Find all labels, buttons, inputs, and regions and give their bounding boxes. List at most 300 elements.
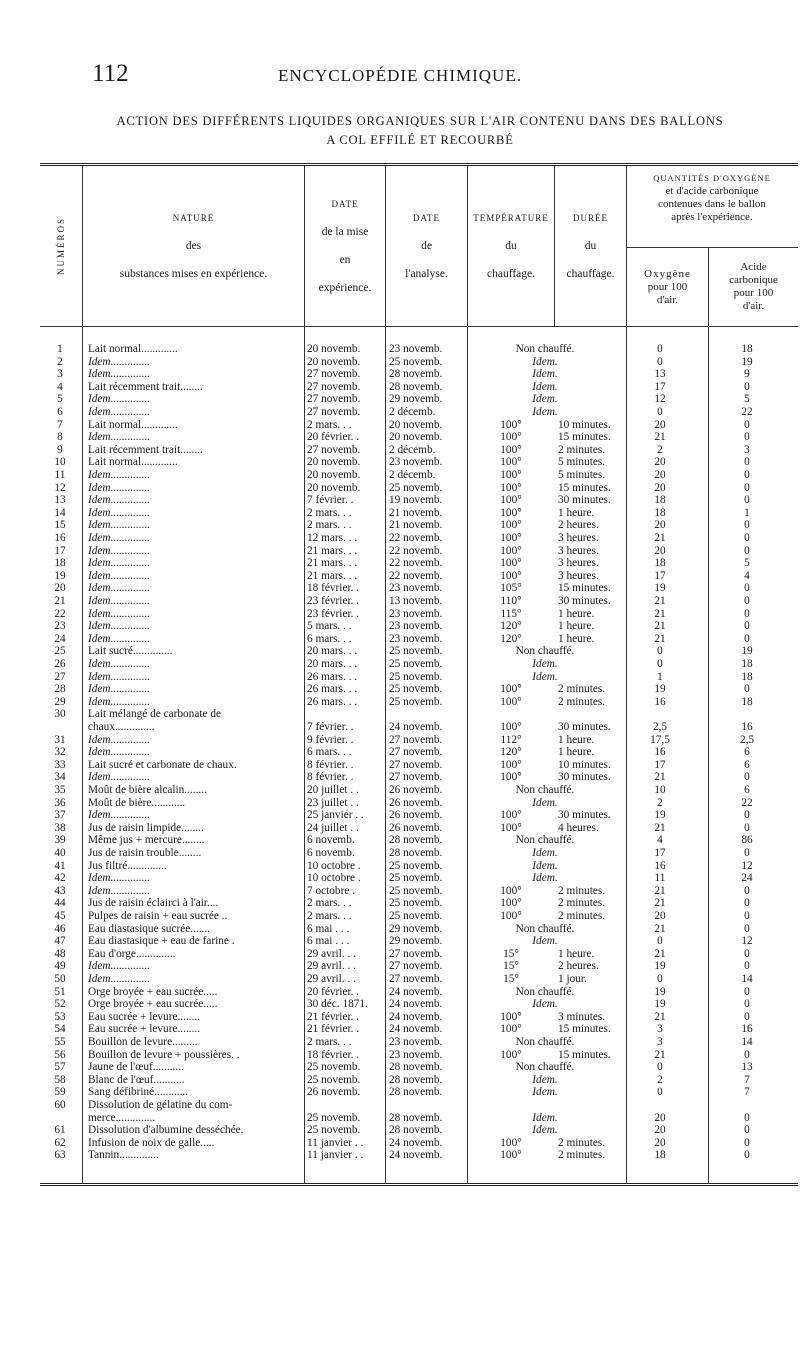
table-row xyxy=(40,885,798,898)
header-duree xyxy=(555,166,626,326)
cell-row-number: 57 xyxy=(54,1061,66,1074)
cell-oxygene: 17,5 xyxy=(650,733,670,746)
cell-row-number: 7 xyxy=(57,418,63,431)
cell-date-analyse: 24 novemb. xyxy=(389,998,443,1011)
cell-substance: Idem.............. xyxy=(88,406,151,418)
cell-date-mise: 26 mars. . . xyxy=(307,670,358,683)
cell-acide-carbonique: 0 xyxy=(744,532,750,544)
cell-acide-carbonique: 0 xyxy=(744,897,750,910)
cell-substance: Bouillon de levure......... xyxy=(88,1036,198,1048)
cell-substance: Bouillon de levure + poussières. . xyxy=(88,1048,240,1061)
cell-temperature: 120° xyxy=(500,620,522,633)
cell-acide-carbonique: 6 xyxy=(744,746,750,759)
header-analyse-caption: DATE xyxy=(413,213,440,223)
header-numeros-label: NUMÉROS xyxy=(56,216,66,276)
cell-date-mise: 8 février. . xyxy=(307,758,354,771)
cell-row-number: 40 xyxy=(54,847,66,859)
cell-acide-carbonique: 0 xyxy=(744,1111,750,1124)
header-temp-line-2: du xyxy=(505,240,517,252)
cell-row-number: 2 xyxy=(57,355,63,368)
table-row xyxy=(40,645,798,658)
cell-duree: 1 heure. xyxy=(558,947,595,960)
table-row xyxy=(40,746,798,759)
header-mise-line-2: de la mise xyxy=(321,226,369,238)
cell-date-mise: 25 novemb. xyxy=(307,1073,361,1086)
table-row xyxy=(40,671,798,684)
cell-date-mise: 23 février. . xyxy=(307,595,360,607)
cell-date-analyse: 28 novemb. xyxy=(389,1061,443,1074)
cell-date-mise: 29 avril. . . xyxy=(307,947,356,960)
table-row xyxy=(40,1086,798,1099)
cell-date-mise: 24 juillet . . xyxy=(307,821,359,834)
cell-temperature: 100° xyxy=(500,683,522,696)
cell-temperature: 120° xyxy=(500,632,522,645)
table-row xyxy=(40,1049,798,1062)
cell-acide-carbonique: 5 xyxy=(744,393,750,406)
cell-duree: 30 minutes. xyxy=(558,595,611,607)
cell-duree: 2 minutes. xyxy=(558,1149,606,1162)
cell-acide-carbonique: 4 xyxy=(744,569,750,582)
cell-substance: Moût de bière............ xyxy=(88,796,186,809)
cell-acide-carbonique: 0 xyxy=(744,494,750,507)
cell-row-number: 55 xyxy=(54,1036,66,1048)
cell-temperature: 100° xyxy=(500,1023,522,1036)
cell-duree: 1 heure. xyxy=(558,620,595,633)
table-row xyxy=(40,759,798,772)
cell-substance: Eau sucrée + levure........ xyxy=(88,1010,201,1023)
cell-oxygene: 21 xyxy=(654,771,666,784)
header-nature-line-3: substances mises en expérience. xyxy=(119,268,268,280)
cell-oxygene: 20 xyxy=(654,418,666,431)
cell-non-chauffe: Idem. xyxy=(532,393,558,406)
cell-oxygene: 21 xyxy=(654,947,666,960)
cell-oxygene: 2 xyxy=(657,1073,663,1086)
cell-acide-carbonique: 22 xyxy=(741,406,753,418)
cell-date-mise: 8 février. . xyxy=(307,771,354,784)
cell-non-chauffe: Idem. xyxy=(532,872,558,885)
cell-date-mise: 20 juillet . . xyxy=(307,784,359,796)
cell-date-analyse: 25 novemb. xyxy=(389,355,443,368)
cell-acide-carbonique: 7 xyxy=(744,1073,750,1086)
cell-duree: 5 minutes. xyxy=(558,469,606,481)
cell-row-number: 16 xyxy=(54,532,66,544)
cell-duree: 3 heures. xyxy=(558,557,599,570)
cell-substance: Infusion de noix de galle..... xyxy=(88,1136,215,1149)
cell-non-chauffe: Non chauffé. xyxy=(515,1036,575,1048)
cell-row-number: 24 xyxy=(54,632,66,645)
cell-date-analyse: 28 novemb. xyxy=(389,834,443,847)
cell-substance: Eau d'orge.............. xyxy=(88,947,176,960)
cell-row-number: 54 xyxy=(54,1023,66,1036)
cell-duree: 3 heures. xyxy=(558,569,599,582)
cell-temperature: 100° xyxy=(500,897,522,910)
cell-oxygene: 19 xyxy=(654,998,666,1011)
cell-oxygene: 20 xyxy=(654,519,666,532)
cell-row-number: 10 xyxy=(54,456,66,469)
cell-substance: Idem.............. xyxy=(88,569,151,582)
cell-duree: 2 heures. xyxy=(558,519,599,532)
cell-date-mise: 18 février. . xyxy=(307,1048,360,1061)
cell-date-analyse: 21 novemb. xyxy=(389,519,443,532)
cell-date-analyse: 26 novemb. xyxy=(389,784,443,796)
cell-substance: Idem.............. xyxy=(88,620,151,633)
table-row xyxy=(40,784,798,797)
cell-acide-carbonique: 0 xyxy=(744,544,750,557)
cell-duree: 1 heure. xyxy=(558,733,595,746)
table-row xyxy=(40,570,798,583)
table-row xyxy=(40,860,798,873)
cell-oxygene: 19 xyxy=(654,985,666,998)
cell-acide-carbonique: 0 xyxy=(744,771,750,784)
cell-row-number: 8 xyxy=(57,431,63,444)
cell-row-number: 9 xyxy=(57,443,63,456)
cell-date-mise: 11 janvier . . xyxy=(307,1136,364,1149)
header-acide-line-3: pour 100 xyxy=(733,287,774,299)
header-date-mise xyxy=(305,166,385,326)
cell-temperature: 100° xyxy=(500,418,522,431)
cell-date-mise: 21 février. . xyxy=(307,1010,360,1023)
cell-substance: chaux.............. xyxy=(88,721,155,733)
cell-temperature: 100° xyxy=(500,569,522,582)
cell-duree: 2 minutes. xyxy=(558,443,606,456)
cell-date-analyse: 26 novemb. xyxy=(389,821,443,834)
cell-duree: 30 minutes. xyxy=(558,721,611,733)
cell-oxygene: 17 xyxy=(654,569,666,582)
cell-row-number: 53 xyxy=(54,1010,66,1023)
cell-acide-carbonique: 0 xyxy=(744,947,750,960)
cell-substance: Lait sucré.............. xyxy=(88,645,173,658)
cell-oxygene: 20 xyxy=(654,910,666,922)
cell-oxygene: 16 xyxy=(654,746,666,759)
cell-substance: Idem.............. xyxy=(88,683,151,696)
cell-substance: Idem.............. xyxy=(88,632,151,645)
cell-row-number: 59 xyxy=(54,1086,66,1099)
cell-date-mise: 26 mars. . . xyxy=(307,695,358,708)
cell-substance: Idem.............. xyxy=(88,494,151,507)
header-analyse-line-3: l'analyse. xyxy=(405,268,448,280)
cell-duree: 2 minutes. xyxy=(558,897,606,910)
cell-substance: Idem.............. xyxy=(88,658,151,670)
cell-oxygene: 20 xyxy=(654,1136,666,1149)
cell-oxygene: 17 xyxy=(654,380,666,393)
cell-acide-carbonique: 18 xyxy=(741,658,753,670)
header-oxy-line-1: Oxygène xyxy=(644,267,691,280)
cell-substance: Lait normal............. xyxy=(88,343,178,355)
cell-oxygene: 18 xyxy=(654,1149,666,1162)
header-temp-caption: TEMPÉRATURE xyxy=(473,213,549,223)
cell-row-number: 31 xyxy=(54,733,66,746)
cell-substance: Tannin.............. xyxy=(88,1149,159,1162)
cell-acide-carbonique: 5 xyxy=(744,557,750,570)
cell-row-number: 15 xyxy=(54,519,66,532)
cell-date-mise: 25 novemb. xyxy=(307,1061,361,1074)
cell-temperature: 100° xyxy=(500,809,522,822)
cell-substance: Idem.............. xyxy=(88,519,151,532)
cell-oxygene: 0 xyxy=(657,1086,663,1099)
cell-date-mise: 20 novemb. xyxy=(307,469,361,481)
cell-acide-carbonique: 0 xyxy=(744,418,750,431)
cell-oxygene: 21 xyxy=(654,897,666,910)
cell-oxygene: 0 xyxy=(657,406,663,418)
cell-acide-carbonique: 16 xyxy=(741,1023,753,1036)
header-divider xyxy=(40,326,798,327)
cell-date-analyse: 23 novemb. xyxy=(389,632,443,645)
cell-duree: 15 minutes. xyxy=(558,481,611,494)
cell-date-mise: 20 novemb. xyxy=(307,481,361,494)
cell-oxygene: 3 xyxy=(657,1023,663,1036)
cell-oxygene: 21 xyxy=(654,431,666,444)
cell-substance: Idem.............. xyxy=(88,695,151,708)
cell-substance: Lait normal............. xyxy=(88,418,178,431)
cell-non-chauffe: Non chauffé. xyxy=(515,834,575,847)
cell-substance: Moût de bière alcalin........ xyxy=(88,784,207,796)
table-row xyxy=(40,809,798,822)
cell-oxygene: 2 xyxy=(657,443,663,456)
table-row xyxy=(40,708,798,721)
cell-acide-carbonique: 0 xyxy=(744,922,750,935)
cell-oxygene: 20 xyxy=(654,456,666,469)
cell-temperature: 100° xyxy=(500,443,522,456)
cell-duree: 3 heures. xyxy=(558,532,599,544)
cell-date-mise: 27 novemb. xyxy=(307,393,361,406)
cell-date-mise: 6 mars. . . xyxy=(307,632,352,645)
cell-date-analyse: 13 novemb. xyxy=(389,595,443,607)
cell-row-number: 44 xyxy=(54,897,66,910)
header-numeros xyxy=(40,166,82,326)
cell-acide-carbonique: 0 xyxy=(744,1136,750,1149)
cell-substance: Sang défibriné............ xyxy=(88,1086,189,1099)
cell-date-analyse: 26 novemb. xyxy=(389,796,443,809)
table-row xyxy=(40,456,798,469)
cell-row-number: 63 xyxy=(54,1149,66,1162)
cell-oxygene: 19 xyxy=(654,683,666,696)
cell-row-number: 41 xyxy=(54,859,66,872)
cell-row-number: 61 xyxy=(54,1124,66,1137)
table-title-line-2: A COL EFFILÉ ET RECOURBÉ xyxy=(326,133,514,147)
table-row xyxy=(40,683,798,696)
table-row xyxy=(40,620,798,633)
cell-acide-carbonique: 0 xyxy=(744,683,750,696)
cell-date-mise: 25 novemb. xyxy=(307,1124,361,1137)
cell-row-number: 34 xyxy=(54,771,66,784)
table-row xyxy=(40,545,798,558)
cell-acide-carbonique: 0 xyxy=(744,1124,750,1137)
cell-date-mise: 23 février. . xyxy=(307,607,360,620)
cell-oxygene: 21 xyxy=(654,922,666,935)
cell-date-analyse: 25 novemb. xyxy=(389,872,443,885)
cell-oxygene: 20 xyxy=(654,1111,666,1124)
cell-date-analyse: 2 décemb. xyxy=(389,443,436,456)
cell-substance: Eau diastasique sucrée....... xyxy=(88,922,211,935)
cell-row-number: 35 xyxy=(54,784,66,796)
cell-row-number: 19 xyxy=(54,569,66,582)
cell-non-chauffe: Idem. xyxy=(532,355,558,368)
cell-acide-carbonique: 24 xyxy=(741,872,753,885)
cell-date-mise: 21 mars. . . xyxy=(307,557,358,570)
cell-substance: merce.............. xyxy=(88,1111,156,1124)
cell-non-chauffe: Idem. xyxy=(532,380,558,393)
table-row xyxy=(40,923,798,936)
cell-duree: 1 heure. xyxy=(558,746,595,759)
cell-row-number: 20 xyxy=(54,582,66,595)
cell-row-number: 27 xyxy=(54,670,66,683)
cell-date-mise: 23 juillet . . xyxy=(307,796,359,809)
table-row xyxy=(40,532,798,545)
cell-date-analyse: 24 novemb. xyxy=(389,721,443,733)
cell-date-mise: 20 novemb. xyxy=(307,343,361,355)
cell-row-number: 22 xyxy=(54,607,66,620)
cell-row-number: 30 xyxy=(54,708,66,721)
cell-row-number: 49 xyxy=(54,960,66,973)
cell-date-mise: 2 mars. . . xyxy=(307,519,352,532)
cell-date-analyse: 28 novemb. xyxy=(389,1111,443,1124)
cell-temperature: 15° xyxy=(503,947,519,960)
cell-oxygene: 12 xyxy=(654,393,666,406)
cell-date-analyse: 27 novemb. xyxy=(389,960,443,973)
cell-row-number: 42 xyxy=(54,872,66,885)
cell-acide-carbonique: 12 xyxy=(741,859,753,872)
table-row xyxy=(40,406,798,419)
cell-date-analyse: 23 novemb. xyxy=(389,607,443,620)
cell-date-analyse: 28 novemb. xyxy=(389,1073,443,1086)
cell-date-analyse: 22 novemb. xyxy=(389,557,443,570)
cell-date-analyse: 19 novemb. xyxy=(389,494,443,507)
cell-acide-carbonique: 0 xyxy=(744,607,750,620)
cell-substance: Jaune de l'œuf........... xyxy=(88,1061,184,1074)
cell-row-number: 17 xyxy=(54,544,66,557)
cell-date-mise: 20 février. . xyxy=(307,985,360,998)
cell-temperature: 105° xyxy=(500,582,522,595)
cell-temperature: 100° xyxy=(500,431,522,444)
header-duree-caption: DURÉE xyxy=(573,213,608,223)
cell-row-number: 45 xyxy=(54,910,66,922)
cell-acide-carbonique: 0 xyxy=(744,960,750,973)
header-analyse-line-2: de xyxy=(421,240,432,252)
cell-row-number: 58 xyxy=(54,1073,66,1086)
cell-duree: 15 minutes. xyxy=(558,431,611,444)
cell-temperature: 100° xyxy=(500,456,522,469)
cell-date-mise: 12 mars. . . xyxy=(307,532,358,544)
cell-date-analyse: 25 novemb. xyxy=(389,670,443,683)
cell-row-number: 52 xyxy=(54,998,66,1011)
cell-oxygene: 0 xyxy=(657,658,663,670)
cell-date-analyse: 29 novemb. xyxy=(389,935,443,948)
table-row xyxy=(40,973,798,986)
cell-date-mise: 27 novemb. xyxy=(307,406,361,418)
cell-substance: Idem.............. xyxy=(88,746,151,759)
cell-substance: Jus filtré.............. xyxy=(88,859,167,872)
cell-temperature: 100° xyxy=(500,557,522,570)
cell-row-number: 25 xyxy=(54,645,66,658)
cell-row-number: 12 xyxy=(54,481,66,494)
cell-temperature: 100° xyxy=(500,1136,522,1149)
cell-substance: Idem.............. xyxy=(88,771,151,784)
cell-row-number: 38 xyxy=(54,821,66,834)
header-quant-line-2: et d'acide carbonique xyxy=(665,185,759,197)
table-row xyxy=(40,847,798,860)
cell-oxygene: 11 xyxy=(654,872,666,885)
cell-oxygene: 21 xyxy=(654,632,666,645)
cell-date-analyse: 25 novemb. xyxy=(389,683,443,696)
cell-date-analyse: 28 novemb. xyxy=(389,1124,443,1137)
cell-acide-carbonique: 0 xyxy=(744,380,750,393)
cell-non-chauffe: Non chauffé. xyxy=(515,645,575,658)
cell-non-chauffe: Idem. xyxy=(532,406,558,418)
cell-temperature: 100° xyxy=(500,758,522,771)
table-row xyxy=(40,872,798,885)
cell-date-analyse: 20 novemb. xyxy=(389,431,443,444)
cell-date-mise: 20 mars. . . xyxy=(307,658,358,670)
cell-non-chauffe: Non chauffé. xyxy=(515,343,575,355)
table-row xyxy=(40,494,798,507)
cell-acide-carbonique: 7 xyxy=(744,1086,750,1099)
cell-date-analyse: 28 novemb. xyxy=(389,1086,443,1099)
table-row xyxy=(40,608,798,621)
cell-date-analyse: 23 novemb. xyxy=(389,343,443,355)
cell-oxygene: 21 xyxy=(654,620,666,633)
cell-temperature: 100° xyxy=(500,481,522,494)
cell-acide-carbonique: 0 xyxy=(744,821,750,834)
cell-substance: Orge broyée + eau sucrée..... xyxy=(88,998,218,1011)
cell-date-analyse: 22 novemb. xyxy=(389,569,443,582)
cell-substance: Idem.............. xyxy=(88,884,151,897)
cell-substance: Eau diastasique + eau de farine . xyxy=(88,935,235,948)
cell-duree: 2 minutes. xyxy=(558,683,606,696)
cell-acide-carbonique: 18 xyxy=(741,343,753,355)
cell-acide-carbonique: 9 xyxy=(744,368,750,381)
cell-row-number: 21 xyxy=(54,595,66,607)
cell-row-number: 46 xyxy=(54,922,66,935)
header-nature-line-2: des xyxy=(185,240,202,252)
cell-row-number: 39 xyxy=(54,834,66,847)
data-table xyxy=(40,163,798,1186)
cell-date-analyse: 25 novemb. xyxy=(389,695,443,708)
cell-duree: 1 heure. xyxy=(558,607,595,620)
cell-date-analyse: 24 novemb. xyxy=(389,985,443,998)
cell-date-mise: 27 novemb. xyxy=(307,443,361,456)
table-row xyxy=(40,897,798,910)
cell-row-number: 6 xyxy=(57,406,63,418)
table-row xyxy=(40,431,798,444)
cell-substance: Idem.............. xyxy=(88,355,151,368)
table-row xyxy=(40,822,798,835)
cell-acide-carbonique: 14 xyxy=(741,973,753,985)
cell-temperature: 120° xyxy=(500,746,522,759)
cell-substance: Jus de raisin éclairci à l'air.... xyxy=(88,897,219,910)
cell-substance: Lait sucré et carbonate de chaux. xyxy=(88,758,237,771)
cell-temperature: 15° xyxy=(503,973,519,985)
cell-acide-carbonique: 22 xyxy=(741,796,753,809)
cell-oxygene: 20 xyxy=(654,481,666,494)
table-row xyxy=(40,1137,798,1150)
header-mise-line-4: expérience. xyxy=(318,282,372,294)
cell-non-chauffe: Non chauffé. xyxy=(515,922,575,935)
table-row xyxy=(40,419,798,432)
cell-date-mise: 11 janvier . . xyxy=(307,1149,364,1162)
cell-substance: Idem.............. xyxy=(88,582,151,595)
cell-acide-carbonique: 0 xyxy=(744,985,750,998)
cell-acide-carbonique: 0 xyxy=(744,1048,750,1061)
cell-oxygene: 21 xyxy=(654,1010,666,1023)
cell-oxygene: 17 xyxy=(654,847,666,859)
cell-row-number: 5 xyxy=(57,393,63,406)
cell-non-chauffe: Non chauffé. xyxy=(515,1061,575,1074)
cell-date-analyse: 27 novemb. xyxy=(389,947,443,960)
table-row xyxy=(40,595,798,608)
cell-date-mise: 20 novemb. xyxy=(307,355,361,368)
cell-substance: Lait normal............. xyxy=(88,456,178,469)
cell-date-analyse: 29 novemb. xyxy=(389,393,443,406)
